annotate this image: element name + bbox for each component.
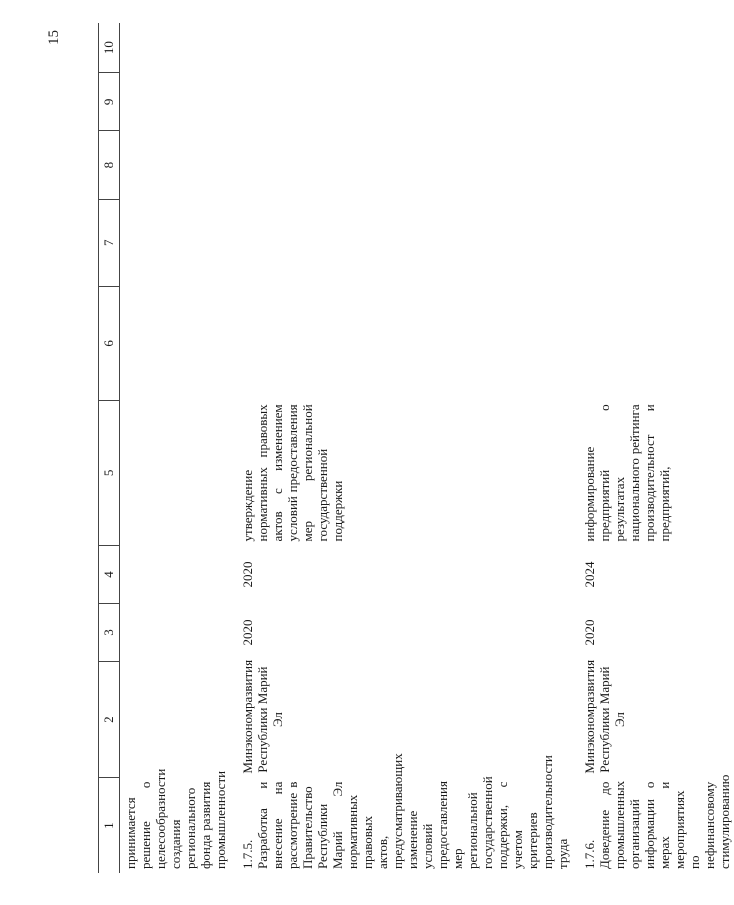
table-cell — [120, 199, 231, 286]
start-year-cell: 2020 — [582, 619, 597, 646]
table-cell — [230, 23, 572, 73]
result-cell: информирование предприятий о результатах национального рейтинга производительност и предприятий, — [582, 404, 672, 542]
responsible-cell — [120, 662, 231, 778]
page-number: 15 — [46, 30, 62, 45]
column-header: 8 — [99, 131, 120, 199]
table-cell — [230, 199, 572, 286]
table-cell — [572, 286, 734, 400]
column-header: 7 — [99, 199, 120, 286]
column-header: 5 — [99, 400, 120, 545]
column-header: 10 — [99, 23, 120, 73]
table-cell — [230, 73, 572, 131]
measure-cell: принимается решение о целесообразности создания регионального фонда развития промышленности — [123, 768, 228, 869]
column-header: 1 — [99, 778, 120, 873]
measure-cell: 1.7.5. Разработка и внесение на рассмотрение в Правительство Республики Марий Эл нормативных правовых актов, предусматривающих изменение условий предоставления мер региональной государственной поддержки, с учетом критериев производительности труда — [240, 753, 570, 869]
table-row — [120, 23, 231, 873]
table-cell — [572, 131, 734, 199]
table-cell — [120, 23, 231, 73]
responsible-cell: Минэкономразвития Республики Марий Эл — [582, 659, 627, 774]
measure-cell: 1.7.6. Доведение до промышленных организаций информации о мерах и мероприятиях по нефинансовому стимулированию — [582, 774, 732, 869]
table-cell — [230, 286, 572, 400]
table-cell — [120, 286, 231, 400]
table-cell — [572, 199, 734, 286]
table-cell — [230, 131, 572, 199]
end-year-cell: 2024 — [582, 561, 597, 588]
table-row — [572, 23, 734, 873]
end-year-cell — [120, 545, 231, 603]
column-header: 2 — [99, 662, 120, 778]
result-cell: утверждение нормативных правовых актов с изменением условий предоставления мер региональной государственной поддержки — [240, 404, 345, 542]
table-cell — [120, 131, 231, 199]
document-table — [98, 23, 734, 873]
table-row — [230, 23, 572, 873]
table-cell — [120, 73, 231, 131]
column-header: 9 — [99, 73, 120, 131]
end-year-cell: 2020 — [240, 561, 255, 588]
column-header: 6 — [99, 286, 120, 400]
start-year-cell — [120, 604, 231, 662]
result-cell — [120, 400, 231, 545]
column-header: 3 — [99, 604, 120, 662]
table-header-row — [99, 23, 120, 873]
table-cell — [572, 23, 734, 73]
start-year-cell: 2020 — [240, 619, 255, 646]
column-header: 4 — [99, 545, 120, 603]
responsible-cell: Минэкономразвития Республики Марий Эл — [240, 659, 285, 774]
table-cell — [572, 73, 734, 131]
